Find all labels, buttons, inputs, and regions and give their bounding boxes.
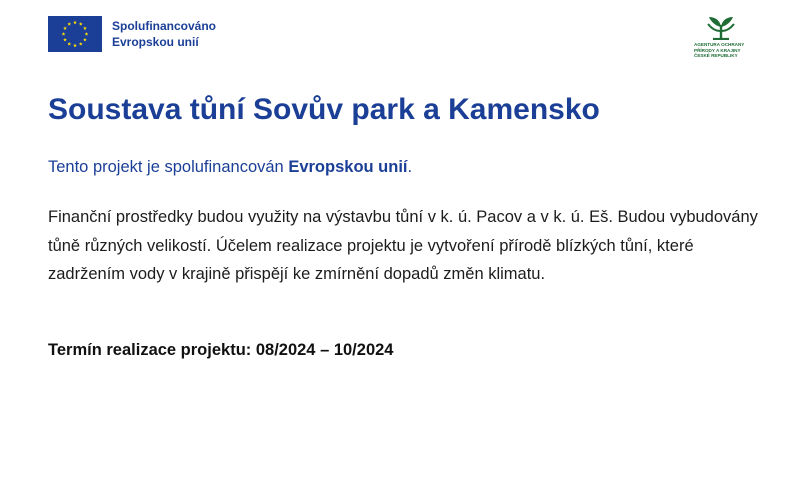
aopk-logo-line2: PŘÍRODY A KRAJINY bbox=[694, 47, 741, 53]
project-term: Termín realizace projektu: 08/2024 – 10/2024 bbox=[48, 341, 394, 359]
eu-logo-line1: Spolufinancováno bbox=[112, 19, 217, 33]
aopk-logo-text bbox=[688, 42, 754, 59]
eu-flag-icon bbox=[48, 16, 102, 52]
eu-logo-line2: Evropskou unií bbox=[112, 35, 199, 49]
aopk-logo bbox=[688, 16, 754, 59]
project-description: Finanční prostředky budou využity na výstavbu tůní v k. ú. Pacov a v k. ú. Eš. Budou vybudovány tůně různých velikostí. Účelem realizace projektu je vytvoření přírodě blízkých tůní, které zadržením vody v krajině přispějí ke zmírnění dopadů změn klimatu. bbox=[48, 208, 758, 283]
cofunding-statement bbox=[48, 155, 412, 179]
cofunding-statement-bold: Evropskou unií bbox=[288, 158, 408, 176]
eu-cofunding-logo bbox=[48, 16, 216, 52]
eu-logo-text bbox=[112, 18, 216, 50]
cofunding-statement-suffix: . bbox=[407, 158, 413, 176]
aopk-logo-line3: ČESKÉ REPUBLIKY bbox=[694, 53, 738, 59]
aopk-logo-line1: AGENTURA OCHRANY bbox=[694, 42, 745, 47]
cofunding-statement-prefix: Tento projekt je spolufinancován bbox=[48, 158, 289, 176]
leaf-emblem-icon bbox=[704, 16, 738, 40]
page-title: Soustava tůní Sovův park a Kamensko bbox=[48, 93, 600, 126]
